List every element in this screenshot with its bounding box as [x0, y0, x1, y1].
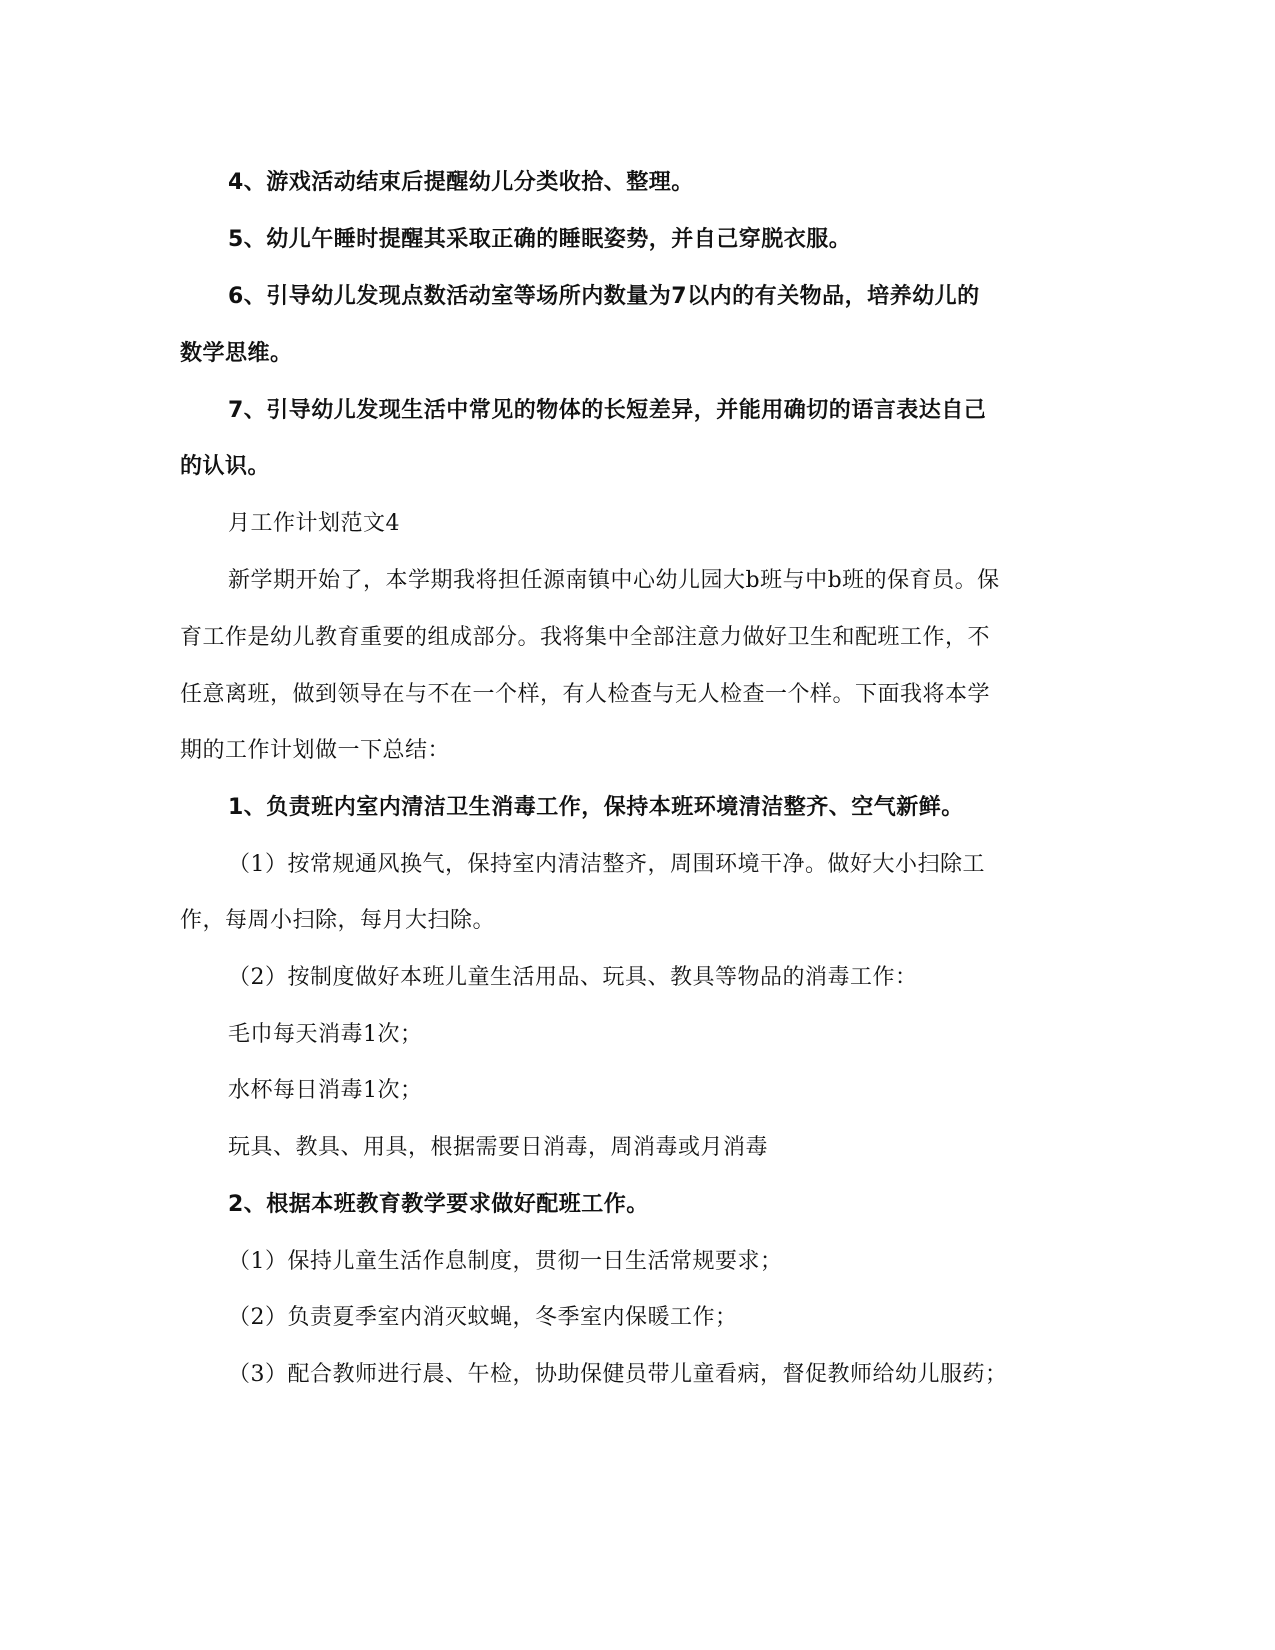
paragraph-item-5: 5、幼儿午睡时提醒其采取正确的睡眠姿势，并自己穿脱衣服。 [228, 227, 852, 252]
disinfection-cup: 水杯每日消毒1次； [228, 1078, 423, 1103]
intro-paragraph-line-3: 任意离班，做到领导在与不在一个样，有人检查与无人检查一个样。下面我将本学 [180, 682, 991, 707]
paragraph-item-4: 4、游戏活动结束后提醒幼儿分类收拾、整理。 [228, 170, 694, 195]
duty-2-sub-2: （2）负责夏季室内消灭蚊蝇，冬季室内保暖工作； [228, 1305, 738, 1330]
disinfection-towel: 毛巾每天消毒1次； [228, 1022, 423, 1047]
section-heading: 月工作计划范文4 [228, 511, 400, 536]
duty-2-sub-1: （1）保持儿童生活作息制度，贯彻一日生活常规要求； [228, 1249, 783, 1274]
disinfection-toys: 玩具、教具、用具，根据需要日消毒，周消毒或月消毒 [228, 1135, 769, 1160]
duty-1-sub-1-cont: 作，每周小扫除，每月大扫除。 [180, 908, 496, 933]
paragraph-item-7: 7、引导幼儿发现生活中常见的物体的长短差异，并能用确切的语言表达自己 [228, 398, 987, 423]
duty-heading-1: 1、负责班内室内清洁卫生消毒工作，保持本班环境清洁整齐、空气新鲜。 [228, 795, 964, 820]
duty-heading-2: 2、根据本班教育教学要求做好配班工作。 [228, 1192, 649, 1217]
duty-1-sub-1: （1）按常规通风换气，保持室内清洁整齐，周围环境干净。做好大小扫除工 [228, 852, 985, 877]
intro-paragraph-line-4: 期的工作计划做一下总结： [180, 738, 451, 763]
paragraph-item-6-cont: 数学思维。 [180, 341, 293, 366]
paragraph-item-7-cont: 的认识。 [180, 454, 271, 479]
intro-paragraph-line-1: 新学期开始了，本学期我将担任源南镇中心幼儿园大b班与中b班的保育员。保 [228, 568, 1000, 593]
duty-1-sub-2: （2）按制度做好本班儿童生活用品、玩具、教具等物品的消毒工作： [228, 965, 918, 990]
intro-paragraph-line-2: 育工作是幼儿教育重要的组成部分。我将集中全部注意力做好卫生和配班工作，不 [180, 625, 991, 650]
duty-2-sub-3: （3）配合教师进行晨、午检，协助保健员带儿童看病，督促教师给幼儿服药； [228, 1362, 1008, 1387]
paragraph-item-6: 6、引导幼儿发现点数活动室等场所内数量为7以内的有关物品，培养幼儿的 [228, 284, 980, 309]
